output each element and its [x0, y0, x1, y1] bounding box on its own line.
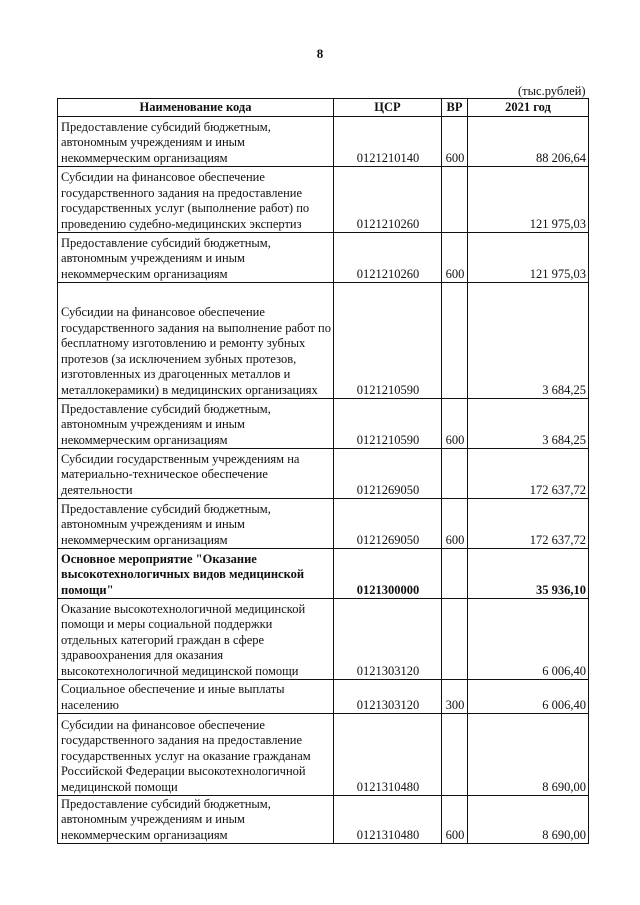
- cell-vr: 600: [442, 796, 468, 844]
- header-name: Наименование кода: [58, 99, 334, 117]
- header-csr: ЦСР: [334, 99, 442, 117]
- header-vr: ВР: [442, 99, 468, 117]
- cell-name: Субсидии на финансовое обеспечение государственного задания на предоставление государственных услуг на оказание гражданам Российской Федерации высокотехнологичной медицинской помощи: [58, 714, 334, 796]
- cell-csr: 0121210590: [334, 399, 442, 449]
- table-row: [58, 599, 589, 680]
- cell-csr: 0121269050: [334, 449, 442, 499]
- table-row: [58, 549, 589, 599]
- cell-csr: 0121210260: [334, 233, 442, 283]
- cell-amount: 172 637,72: [468, 449, 589, 499]
- table-header-row: [58, 99, 589, 117]
- cell-name: Предоставление субсидий бюджетным, автономным учреждениям и иным некоммерческим организациям: [58, 399, 334, 449]
- cell-name: Субсидии на финансовое обеспечение государственного задания на выполнение работ по бесплатному изготовлению и ремонту зубных протезов (за исключением зубных протезов, изготовленных из драгоценных металлов и металлокерамики) в медицинских организациях: [58, 283, 334, 399]
- table-row: [58, 399, 589, 449]
- cell-vr: [442, 599, 468, 680]
- cell-csr: 0121269050: [334, 499, 442, 549]
- cell-name: Социальное обеспечение и иные выплаты населению: [58, 680, 334, 714]
- cell-csr: 0121210590: [334, 283, 442, 399]
- budget-table: [57, 98, 589, 844]
- cell-amount: 121 975,03: [468, 233, 589, 283]
- cell-vr: 600: [442, 117, 468, 167]
- units-label: (тыс.рублей): [518, 84, 586, 98]
- cell-csr: 0121303120: [334, 599, 442, 680]
- table-row: [58, 167, 589, 233]
- cell-vr: [442, 283, 468, 399]
- cell-vr: 600: [442, 399, 468, 449]
- cell-amount: 3 684,25: [468, 399, 589, 449]
- table-row: [58, 449, 589, 499]
- table-row: [58, 233, 589, 283]
- cell-amount: 121 975,03: [468, 167, 589, 233]
- cell-csr: 0121303120: [334, 680, 442, 714]
- cell-amount: 6 006,40: [468, 599, 589, 680]
- cell-name: Субсидии государственным учреждениям на материально-техническое обеспечение деятельности: [58, 449, 334, 499]
- cell-csr: 0121300000: [334, 549, 442, 599]
- cell-vr: 600: [442, 233, 468, 283]
- cell-vr: [442, 167, 468, 233]
- table-row: [58, 796, 589, 844]
- cell-csr: 0121310480: [334, 796, 442, 844]
- cell-name: Предоставление субсидий бюджетным, автономным учреждениям и иным некоммерческим организациям: [58, 499, 334, 549]
- cell-amount: 3 684,25: [468, 283, 589, 399]
- cell-name: Субсидии на финансовое обеспечение государственного задания на предоставление государственных услуг (выполнение работ) по проведению судебно-медицинских экспертиз: [58, 167, 334, 233]
- cell-name: Предоставление субсидий бюджетным, автономным учреждениям и иным некоммерческим организациям: [58, 117, 334, 167]
- header-year: 2021 год: [468, 99, 589, 117]
- cell-amount: 35 936,10: [468, 549, 589, 599]
- cell-vr: 300: [442, 680, 468, 714]
- cell-amount: 172 637,72: [468, 499, 589, 549]
- cell-amount: 88 206,64: [468, 117, 589, 167]
- cell-vr: [442, 549, 468, 599]
- table-row: [58, 117, 589, 167]
- cell-vr: [442, 714, 468, 796]
- table-row: [58, 499, 589, 549]
- cell-name: Оказание высокотехнологичной медицинской помощи и меры социальной поддержки отдельных категорий граждан в сфере здравоохранения для оказания высокотехнологичной медицинской помощи: [58, 599, 334, 680]
- cell-csr: 0121310480: [334, 714, 442, 796]
- cell-amount: 8 690,00: [468, 796, 589, 844]
- cell-name: Предоставление субсидий бюджетным, автономным учреждениям и иным некоммерческим организациям: [58, 796, 334, 844]
- cell-vr: [442, 449, 468, 499]
- cell-vr: 600: [442, 499, 468, 549]
- cell-name: Предоставление субсидий бюджетным, автономным учреждениям и иным некоммерческим организациям: [58, 233, 334, 283]
- cell-name: Основное мероприятие "Оказание высокотехнологичных видов медицинской помощи": [58, 549, 334, 599]
- table-row: [58, 283, 589, 399]
- page-number: 8: [316, 46, 324, 61]
- table-row: [58, 680, 589, 714]
- cell-csr: 0121210140: [334, 117, 442, 167]
- cell-csr: 0121210260: [334, 167, 442, 233]
- table-row: [58, 714, 589, 796]
- cell-amount: 8 690,00: [468, 714, 589, 796]
- cell-amount: 6 006,40: [468, 680, 589, 714]
